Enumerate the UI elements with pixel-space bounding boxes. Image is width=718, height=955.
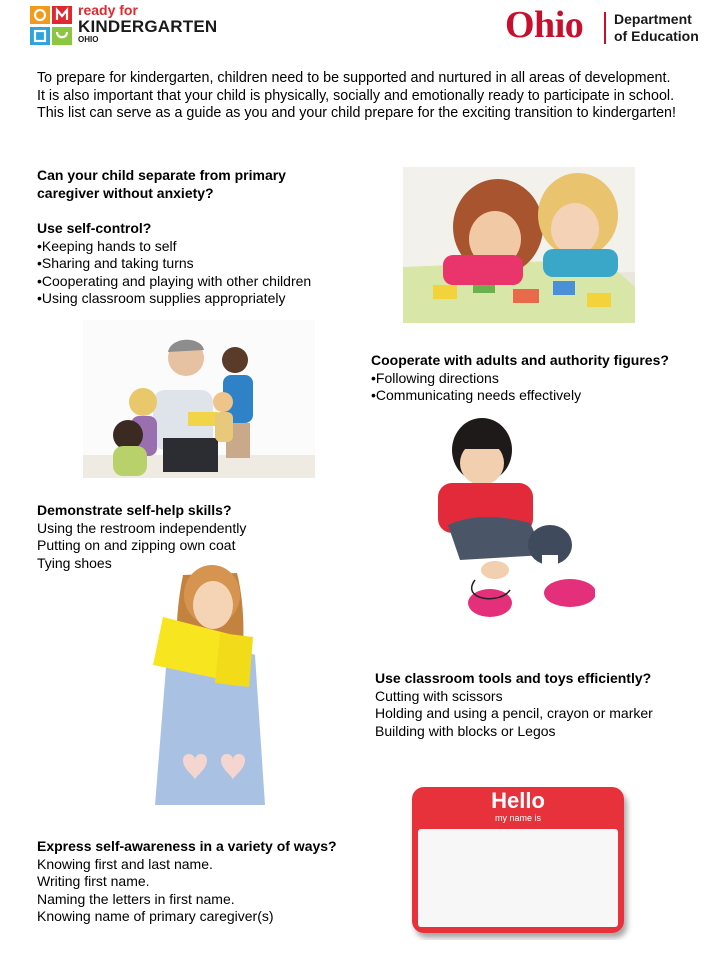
separate-question-line2: caregiver without anxiety? (37, 184, 214, 201)
list-item: Knowing name of primary caregiver(s) (37, 908, 274, 925)
list-item: Naming the letters in first name. (37, 890, 235, 907)
dept-line1: Department (614, 11, 692, 27)
list-item: Writing first name. (37, 873, 150, 890)
children-playing-board-game-photo (403, 167, 635, 323)
hello-name-tag-sticker (410, 785, 632, 940)
logo-block-orange (30, 6, 50, 24)
list-item: Putting on and zipping own coat (37, 537, 236, 554)
ohio-logo-word: Ohio (505, 4, 584, 46)
logo-block-green (52, 27, 72, 45)
rk-logo-line2: KINDERGARTEN (78, 17, 218, 36)
separate-question-line1: Can your child separate from primary (37, 167, 286, 183)
rk-logo-line3: OHIO (78, 35, 99, 44)
logo-block-blue (30, 27, 50, 45)
list-item: •Following directions (371, 369, 499, 386)
ohio-logo-divider (604, 12, 606, 44)
section-tools (375, 670, 653, 740)
list-item: •Keeping hands to self (37, 237, 177, 254)
dept-line2: of Education (614, 27, 699, 44)
self-control-question: Use self-control? (37, 220, 152, 236)
section-cooperate (371, 352, 669, 405)
list-item: Knowing first and last name. (37, 855, 213, 872)
list-item: Using the restroom independently (37, 519, 247, 536)
ohio-logo-department (614, 11, 699, 45)
list-item: •Using classroom supplies appropriately (37, 290, 286, 307)
list-item: •Sharing and taking turns (37, 255, 194, 272)
section-separate (37, 167, 286, 202)
girl-tying-shoes-photo (420, 415, 595, 630)
list-item: Tying shoes (37, 554, 112, 571)
logo-block-red (52, 6, 72, 24)
list-item: Cutting with scissors (375, 687, 503, 704)
section-self-control (37, 220, 311, 308)
rk-logo-line1: ready for (78, 2, 138, 18)
list-item: •Communicating needs effectively (371, 387, 582, 404)
ready-for-kindergarten-logo-text (78, 3, 217, 44)
cooperate-question: Cooperate with adults and authority figures? (371, 352, 669, 368)
name-tag-hello: Hello (491, 788, 545, 813)
intro-paragraph: To prepare for kindergarten, children need to be supported and nurtured in all areas of development. It is also important that your child is physically, socially and emotionally ready to participate in school. This list can serve as a guide as you and your child prepare for the exciting transition to kindergarten! (37, 70, 676, 122)
ready-for-kindergarten-logo-blocks (30, 6, 74, 46)
girl-cutting-paper-photo (145, 555, 275, 805)
teacher-with-children-photo (83, 320, 315, 478)
awareness-question: Express self-awareness in a variety of ways? (37, 838, 337, 854)
section-self-awareness (37, 838, 337, 926)
list-item: Building with blocks or Legos (375, 722, 556, 739)
self-help-question: Demonstrate self-help skills? (37, 502, 232, 518)
name-tag-subtitle: my name is (494, 813, 541, 823)
tools-question: Use classroom tools and toys efficiently? (375, 670, 652, 686)
list-item: •Cooperating and playing with other children (37, 272, 312, 289)
list-item: Holding and using a pencil, crayon or marker (375, 705, 653, 722)
